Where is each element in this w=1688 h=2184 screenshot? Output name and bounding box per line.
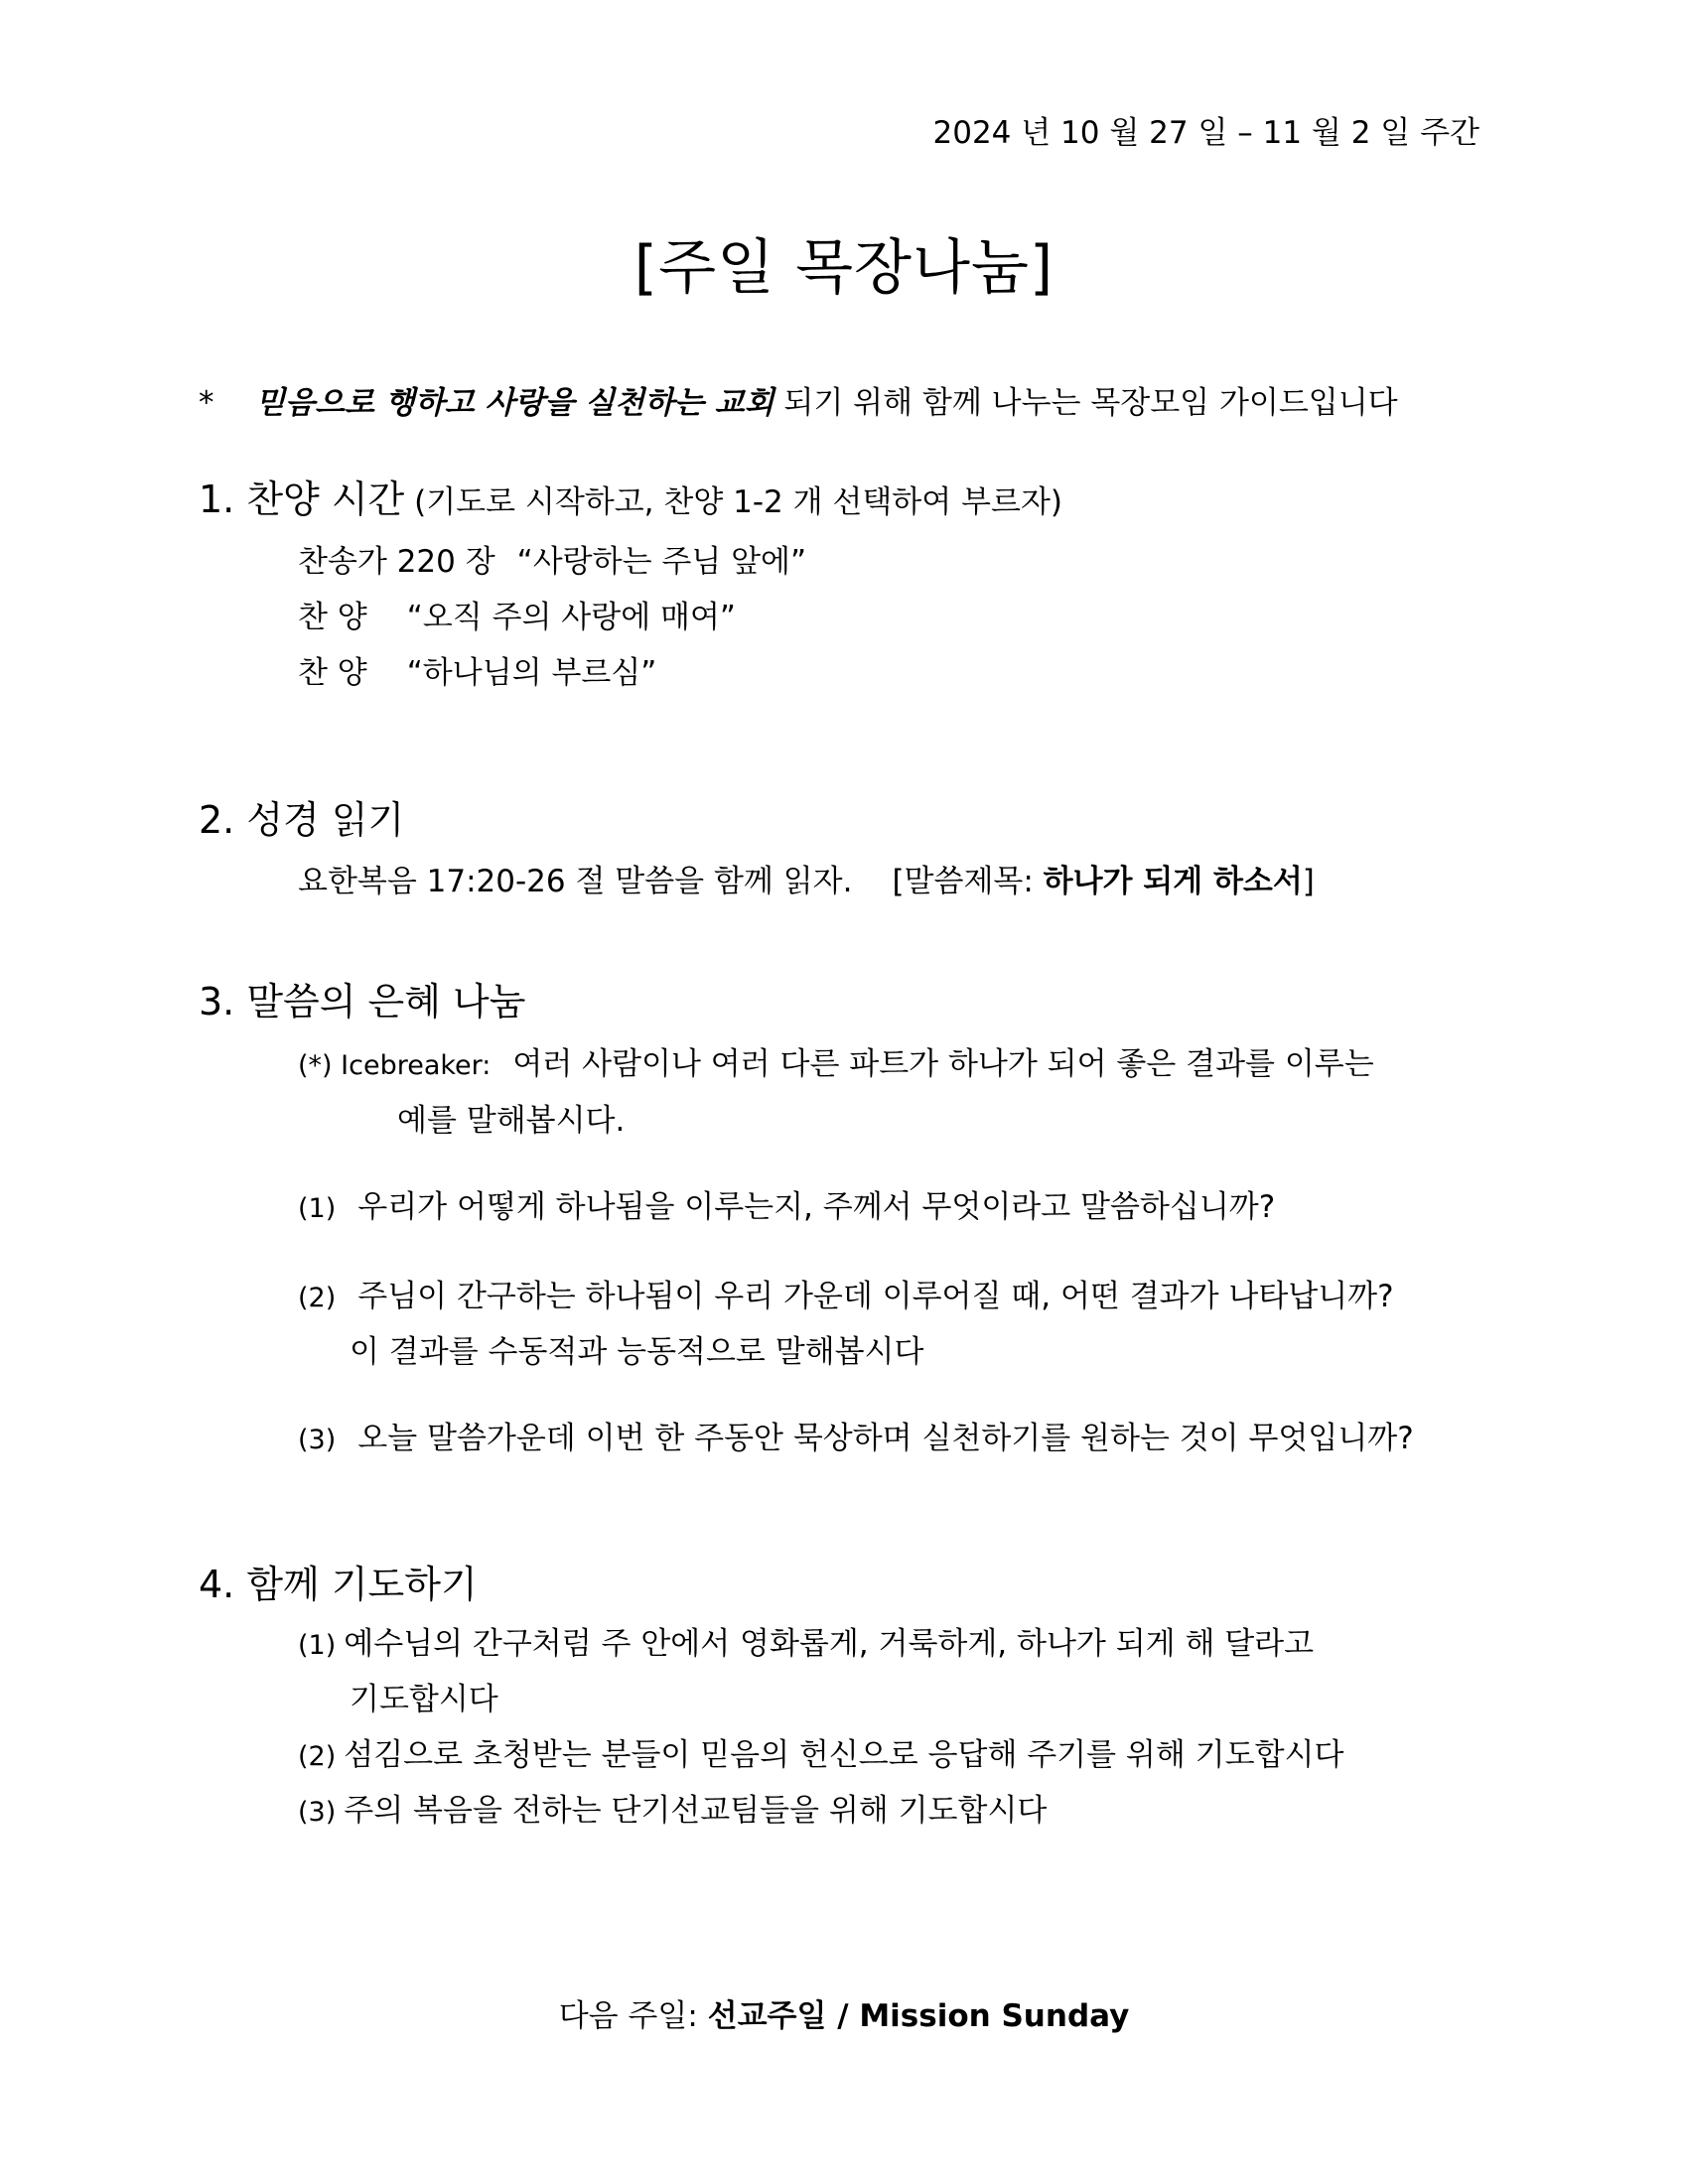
icebreaker-label: (*) Icebreaker: — [298, 1050, 492, 1081]
question-2-line-2: 이 결과를 수동적과 능동적으로 말해봅시다 — [350, 1334, 924, 1370]
section-3-heading: 3. 말씀의 은혜 나눔 — [199, 980, 526, 1024]
prayer-text: 예수님의 간구처럼 주 안에서 영화롭게, 거룩하게, 하나가 되게 해 달라고 — [344, 1626, 1315, 1662]
prayer-number: (1) — [298, 1630, 337, 1661]
next-sunday-footer — [0, 1990, 1688, 2035]
song-title: “하나님의 부르심” — [406, 655, 657, 691]
sermon-title: 하나가 되게 하소서 — [1043, 864, 1303, 899]
question-text: 주님이 간구하는 하나됨이 우리 가운데 이루어질 때, 어떤 결과가 나타납니까? — [357, 1279, 1394, 1314]
page-title: [주일 목장나눔] — [633, 233, 1055, 303]
reading-text: 요한복음 17:20-26 절 말씀을 함께 읽자. — [298, 864, 853, 899]
prayer-text: 섬김으로 초청받는 분들이 믿음의 헌신으로 응답해 주기를 위해 기도합시다 — [344, 1737, 1344, 1773]
prayer-text: 주의 복음을 전하는 단기선교팀들을 위해 기도합시다 — [344, 1793, 1048, 1829]
date-range: 2024 년 10 월 27 일 – 11 월 2 일 주간 — [932, 115, 1479, 151]
question-number: (1) — [298, 1193, 337, 1224]
icebreaker-text: 여러 사람이나 여러 다른 파트가 하나가 되어 좋은 결과를 이루는 — [512, 1046, 1374, 1082]
song-item-2 — [298, 592, 736, 636]
prayer-number: (2) — [298, 1741, 337, 1772]
song-label: 찬송가 220 장 — [298, 544, 495, 580]
prayer-2 — [298, 1729, 1343, 1774]
prayer-1 — [298, 1618, 1314, 1663]
footer-prefix: 다음 주일: — [558, 1998, 708, 2034]
sermon-title-prefix: [말씀제목: — [892, 864, 1044, 899]
question-number: (2) — [298, 1283, 337, 1313]
intro-line — [199, 377, 1398, 422]
section-4-heading: 4. 함께 기도하기 — [199, 1563, 478, 1606]
prayer-3 — [298, 1785, 1047, 1830]
song-label: 찬 양 — [298, 600, 367, 635]
prayer-number: (3) — [298, 1797, 337, 1828]
song-label: 찬 양 — [298, 655, 367, 691]
question-text: 오늘 말씀가운데 이번 한 주동안 묵상하며 실천하기를 원하는 것이 무엇입니까? — [357, 1421, 1414, 1456]
song-title: “오직 주의 사랑에 매여” — [406, 600, 736, 635]
intro-rest: 되기 위해 함께 나누는 목장모임 가이드입니다 — [774, 385, 1398, 421]
question-text: 우리가 어떻게 하나됨을 이루는지, 주께서 무엇이라고 말씀하십니까? — [357, 1189, 1276, 1225]
sermon-title-suffix: ] — [1302, 864, 1315, 899]
question-3 — [298, 1413, 1414, 1457]
song-item-1 — [298, 536, 806, 581]
icebreaker-line — [298, 1038, 1374, 1083]
song-item-3 — [298, 647, 656, 692]
prayer-1-line-2: 기도합시다 — [350, 1682, 498, 1717]
section-1-title: 1. 찬양 시간 — [199, 478, 405, 521]
footer-next-sunday: 선교주일 / Mission Sunday — [707, 1998, 1130, 2034]
intro-emphasis: 믿음으로 행하고 사랑을 실천하는 교회 — [255, 385, 774, 421]
intro-star: * — [199, 385, 214, 421]
question-number: (3) — [298, 1425, 337, 1455]
icebreaker-line-2: 예를 말해봅시다. — [397, 1103, 626, 1139]
question-1 — [298, 1181, 1275, 1226]
section-2-heading: 2. 성경 읽기 — [199, 798, 405, 842]
section-1-heading — [199, 469, 1062, 523]
question-2 — [298, 1271, 1394, 1315]
section-1-subtitle: (기도로 시작하고, 찬양 1-2 개 선택하여 부르자) — [404, 484, 1062, 520]
reading-line — [298, 856, 1315, 900]
song-title: “사랑하는 주님 앞에” — [516, 544, 807, 580]
